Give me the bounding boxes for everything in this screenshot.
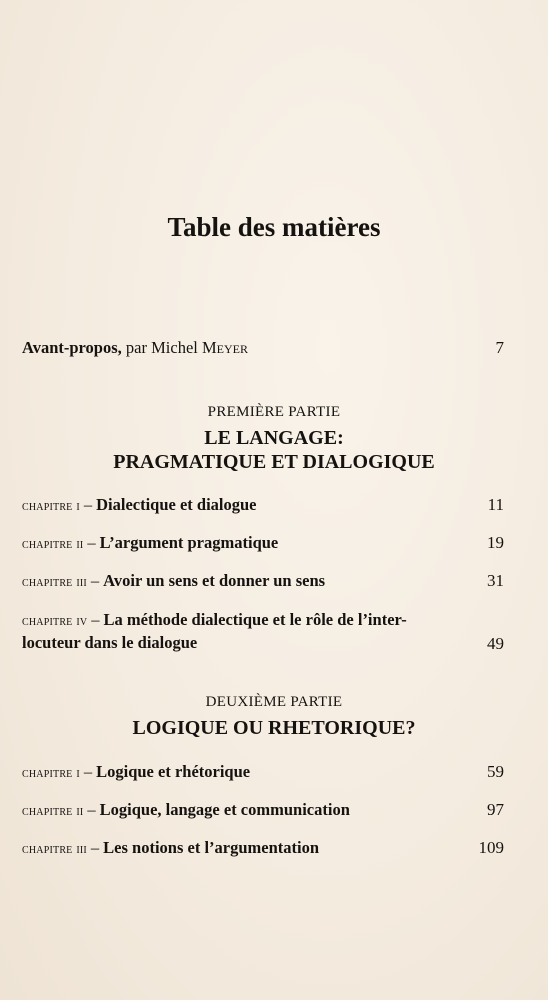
avant-propos-entry bbox=[22, 338, 504, 358]
chapter-title-line1: La méthode dialectique et le rôle de l’inter- bbox=[103, 610, 407, 629]
part-2-label: DEUXIÈME PARTIE bbox=[205, 694, 343, 710]
chapter-number: chapitre ii bbox=[22, 803, 84, 819]
toc-entry bbox=[22, 838, 504, 858]
chapter-number: chapitre iv bbox=[22, 613, 88, 629]
chapter-number: chapitre ii bbox=[22, 536, 84, 552]
chapter-number: chapitre iii bbox=[22, 841, 87, 857]
avant-propos-page: 7 bbox=[495, 338, 504, 357]
chapter-page: 49 bbox=[487, 634, 504, 653]
chapter-title-line2: locuteur dans le dialogue bbox=[22, 633, 198, 652]
chapter-title: L’argument pragmatique bbox=[99, 533, 279, 552]
avant-propos-label: Avant-propos, bbox=[22, 338, 122, 357]
chapter-title: Avoir un sens et donner un sens bbox=[103, 571, 326, 590]
dash: – bbox=[83, 762, 93, 781]
dash: – bbox=[90, 571, 100, 590]
toc-entry bbox=[22, 533, 504, 553]
chapter-page: 109 bbox=[478, 838, 504, 857]
chapter-page: 59 bbox=[487, 762, 504, 781]
part-1-title-line1: LE LANGAGE: bbox=[204, 427, 344, 449]
toc-entry bbox=[22, 609, 504, 654]
chapter-page: 97 bbox=[487, 800, 504, 819]
part-2-title: LOGIQUE OU RHETORIQUE? bbox=[132, 717, 416, 739]
toc-entry bbox=[22, 800, 504, 820]
toc-entry bbox=[22, 495, 504, 515]
chapter-page: 19 bbox=[487, 533, 504, 552]
toc-entry bbox=[22, 762, 504, 782]
chapter-title: Logique, langage et communication bbox=[99, 800, 350, 819]
dash: – bbox=[90, 838, 100, 857]
chapter-title: Logique et rhétorique bbox=[96, 762, 251, 781]
chapter-page: 31 bbox=[487, 571, 504, 590]
part-1-title-line2: PRAGMATIQUE ET DIALOGIQUE bbox=[113, 451, 435, 473]
chapter-title: Les notions et l’argumentation bbox=[103, 838, 320, 857]
avant-propos-author-name: Meyer bbox=[201, 338, 248, 357]
dash: – bbox=[87, 800, 96, 819]
chapter-number: chapitre i bbox=[22, 498, 80, 514]
chapter-number: chapitre iii bbox=[22, 574, 87, 590]
dash: – bbox=[91, 610, 100, 629]
avant-propos-author-prefix: par Michel bbox=[125, 338, 198, 357]
chapter-page: 11 bbox=[487, 495, 504, 514]
part-1-label: PREMIÈRE PARTIE bbox=[207, 404, 341, 420]
toc-entry bbox=[22, 571, 504, 591]
dash: – bbox=[83, 495, 93, 514]
dash: – bbox=[87, 533, 96, 552]
page-title: Table des matières bbox=[167, 212, 381, 242]
chapter-title: Dialectique et dialogue bbox=[96, 495, 257, 514]
chapter-number: chapitre i bbox=[22, 765, 80, 781]
